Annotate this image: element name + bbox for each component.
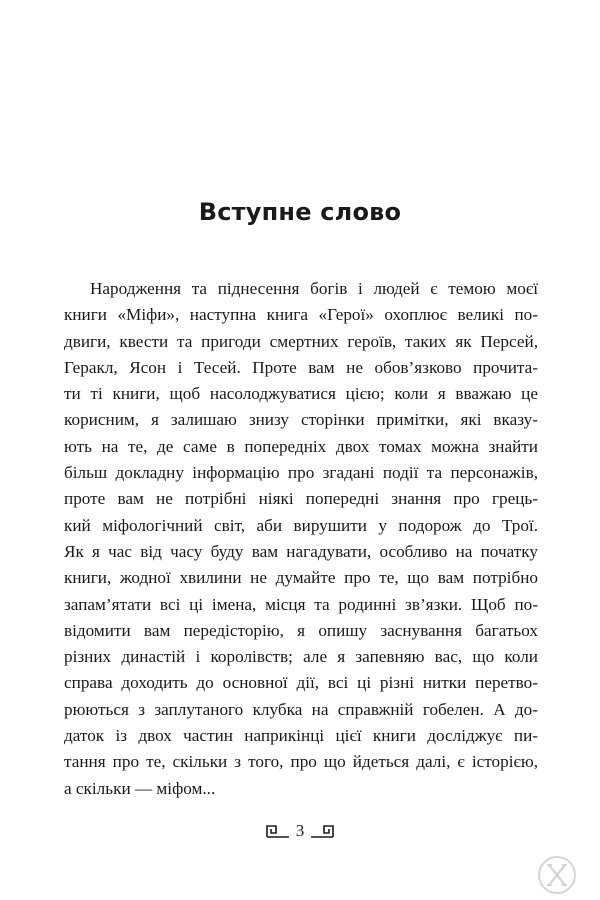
intro-paragraph (64, 276, 538, 802)
text-line: книги, жодної хвилини не думайте про те, що вам потрібно (64, 568, 538, 588)
text-line: проте вам не потрібні ніякі попередні знання про грець- (64, 489, 538, 509)
text-line: Геракл, Ясон і Тесей. Проте вам не обов’язково прочита- (64, 357, 538, 377)
greek-key-left-icon (266, 824, 290, 838)
publisher-watermark-logo (537, 855, 577, 895)
page-number: 3 (295, 821, 305, 840)
page-title: Вступне слово (198, 198, 402, 226)
text-line: рюються з заплутаного клубка на справжній гобелен. А до- (64, 699, 538, 719)
text-line: двиги, квести та пригоди смертних героїв, таких як Персей, (64, 331, 538, 351)
text-line: даток із двох частин наприкінці цієї книги досліджує пи- (64, 726, 538, 746)
text-line: відомити вам передісторію, я опишу заснування багатьох (64, 620, 538, 640)
text-line: Як я час від часу буду вам нагадувати, особливо на початку (64, 541, 538, 561)
text-line: різних династій і королівств; але я запевняю вас, що коли (64, 647, 538, 667)
text-line: Народження та піднесення богів і людей є темою моєї (90, 279, 538, 298)
text-line: ють на те, де саме в попередніх двох томах можна знайти (64, 436, 538, 456)
text-line: ти ті книги, щоб насолоджуватися цією; коли я вважаю це (64, 384, 538, 404)
text-line: більш докладну інформацію про згадані події та персонажів, (64, 463, 538, 483)
greek-key-right-icon (310, 824, 334, 838)
text-line: корисним, я залишаю знизу сторінки примітки, які вказу- (64, 410, 538, 430)
text-line: кий міфологічний світ, аби вирушити у подорож до Трої. (64, 515, 538, 535)
text-line: справа доходить до основної дії, всі ці різні нитки перетво- (64, 673, 538, 693)
text-line: книги «Міфи», наступна книга «Герої» охоплює великі по- (64, 305, 538, 325)
text-line: запам’ятати всі ці імена, місця та родинні зв’язки. Щоб по- (64, 594, 538, 614)
page-footer (0, 821, 600, 841)
text-line: а скільки — міфом... (64, 778, 216, 798)
text-line: тання про те, скільки з того, про що йдеться далі, є історією, (64, 752, 538, 772)
